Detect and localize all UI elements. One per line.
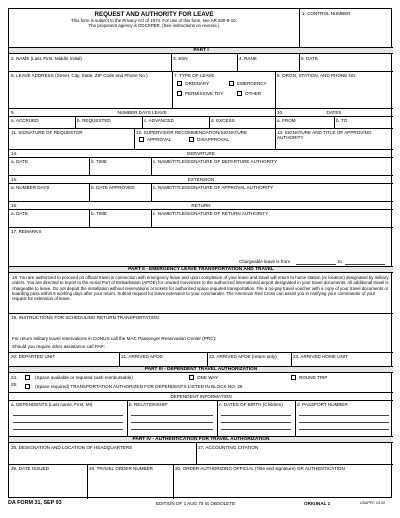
- approving-authority-label: 13. SIGNATURE AND TITLE OF APPROVING AUTHORITY: [277, 130, 372, 140]
- return-time-label: b. TIME: [91, 211, 107, 216]
- extension-authority-label: c. NAME/TITLE/SIGNATURE OF APPROVAL AUTHORITY: [153, 185, 274, 190]
- signature-requestor-field[interactable]: [9, 136, 133, 148]
- part-3-heading: PART III - DEPENDENT TRAVEL AUTHORIZATION: [9, 366, 393, 373]
- remarks-label: 17. REMARKS: [11, 229, 42, 234]
- permissive-tdy-checkbox[interactable]: [177, 91, 182, 96]
- signature-requestor-label: 11. SIGNATURE OF REQUESTOR: [11, 130, 83, 135]
- departure-date-label: a. DATE: [11, 159, 29, 164]
- orgn-field[interactable]: [276, 79, 392, 107]
- orgn-label: 8. ORGN, STATION, AND PHONE NO.: [277, 73, 357, 78]
- arrived-apod-label: 21. ARRIVED APOD: [121, 354, 163, 359]
- scheduling-instructions-label: 19. INSTRUCTIONS FOR SCHEDULING RETURN TRANSPORTATION:: [11, 315, 160, 320]
- item-10-label: 10.: [277, 110, 284, 115]
- rank-label: 4. RANK: [239, 56, 257, 61]
- item-24-label: 24.: [11, 375, 18, 380]
- designation-label: 26. DESIGNATION AND LOCATION OF HEADQUARTERS: [11, 445, 133, 450]
- approval-checkbox[interactable]: [139, 137, 144, 142]
- accrued-label: a. ACCRUED: [11, 118, 39, 123]
- travel-order-label: 29. TRAVEL ORDER NUMBER: [89, 466, 153, 471]
- excess-label: d. EXCESS: [211, 118, 235, 123]
- departure-label: DEPARTURE: [187, 151, 215, 156]
- arrived-home-label: 23. ARRIVED HOME UNIT: [293, 354, 348, 359]
- space-available-checkbox[interactable]: [25, 375, 30, 380]
- control-number-field[interactable]: [300, 17, 392, 45]
- date-issued-label: 28. DATE ISSUED: [11, 466, 49, 471]
- from-label: a. FROM: [277, 118, 296, 123]
- requested-label: b. REQUESTED: [77, 118, 111, 123]
- one-way-label: ONE WAY: [197, 375, 219, 380]
- item-15-label: 15.: [11, 177, 18, 182]
- disapproval-label: DISAPPROVAL: [197, 137, 230, 142]
- part-1-heading: PART I: [9, 47, 393, 54]
- approval-label: APPROVAL: [147, 137, 172, 142]
- item-14-label: 14.: [11, 151, 18, 156]
- edition-notice: EDITION OF 1 AUG 75 IS OBSOLETE: [156, 501, 236, 506]
- form-footer: [8, 499, 392, 509]
- copy-designation: ORIGINAL 1: [304, 501, 331, 506]
- name-label: 2. NAME (Last, First, Middle Initial): [11, 56, 82, 61]
- part-4-heading: PART IV - AUTHENTICATION FOR TRAVEL AUTHORIZATION: [9, 436, 393, 443]
- emergency-leave-paragraph: 18. You are authorized to proceed on official travel in connection with emergency leave and upon completion of your leave and travel will return to home station (or location) designated by military orders. You are directed to report to the Aerial Port of Embarkation (APOE) for onward movement to the authorized international airport designated in your travel documents. All additional travel is chargeable to leave. Do not depart the installation without reservations or tickets for authorized space required transportation. File a no-pay travel voucher with a copy of your travel documents or boarding pass within 5 working days after your return. Submit request for leave extension to your commander. The American Red Cross can assist you in notifying your commander of your request for extension of leave.: [12, 275, 389, 302]
- departed-unit-label: 20. DEPARTED UNIT: [11, 354, 56, 359]
- leave-address-label: 6. LEAVE ADDRESS (Street, City, State, ZIP Code and Phone No.): [11, 73, 148, 78]
- extension-days-label: a. NUMBER DAYS: [11, 185, 50, 190]
- dates-label: DATES: [326, 110, 342, 115]
- item-9-label: 9.: [11, 110, 15, 115]
- part-2-heading: PART II - EMERGENCY LEAVE TRANSPORTATION AND TRAVEL: [9, 266, 393, 273]
- return-authority-label: c. NAME/TITLE/SIGNATURE OF RETURN AUTHORITY: [153, 211, 269, 216]
- item-25-label: 25.: [11, 382, 18, 387]
- number-days-leave-label: NUMBER DAYS LEAVE: [117, 110, 167, 115]
- other-checkbox[interactable]: [237, 91, 242, 96]
- ssn-field[interactable]: [172, 61, 236, 70]
- name-field[interactable]: [9, 61, 171, 70]
- departure-authority-label: c. NAME/TITLE/SIGNATURE OF DEPARTURE AUTHORITY: [153, 159, 278, 164]
- dates-of-birth-label: c. DATES OF BIRTH (Children): [219, 402, 283, 407]
- proponent-statement: The proponent agency is ODCSPER. (See instructions on reverse.): [88, 23, 220, 28]
- privacy-statement: This form is subject to the Privacy Act of 1974. For use of this form, see AR 600-8-10.: [71, 18, 237, 23]
- pap-assistance-text: Should you require other assistance call PAP:: [12, 344, 105, 349]
- ssn-label: 3. SSN: [173, 56, 188, 61]
- accounting-citation-field[interactable]: [197, 451, 392, 463]
- space-available-label: (Space available or required cash reimbursable): [35, 375, 133, 380]
- disapproval-checkbox[interactable]: [189, 137, 194, 142]
- emergency-label: EMERGENCY: [237, 81, 267, 86]
- round-trip-checkbox[interactable]: [291, 375, 296, 380]
- space-required-label: (Space required) TRANSPORTATION AUTHORIZED FOR DEPENDENTS LISTED IN BLOCK NO. 25: [35, 384, 243, 389]
- date-field[interactable]: [300, 61, 392, 70]
- emergency-checkbox[interactable]: [229, 81, 234, 86]
- other-label: OTHER: [245, 91, 262, 96]
- dependent-information-label: DEPENDENT INFORMATION: [170, 394, 232, 399]
- date-label: 5. DATE: [301, 56, 319, 61]
- form-id: DA FORM 31, SEP 93: [8, 500, 62, 506]
- form-title: REQUEST AND AUTHORITY FOR LEAVE: [94, 11, 214, 18]
- ordering-official-label: 30. ORDER AUTHORIZING OFFICIAL (Title and signature) OR AUTHENTICATION: [175, 466, 345, 471]
- accounting-citation-label: 27. ACCOUNTING CITATION: [198, 445, 259, 450]
- chargeable-from-label: Chargeable leave is from: [239, 259, 291, 264]
- round-trip-label: ROUND TRIP: [299, 375, 328, 380]
- remarks-field[interactable]: [9, 235, 393, 261]
- leave-request-form: [8, 8, 392, 498]
- extension-label: EXTENSION: [187, 177, 215, 182]
- one-way-checkbox[interactable]: [189, 375, 194, 380]
- advanced-label: c. ADVANCED: [144, 118, 174, 123]
- usappc-version: USAPPC V4.00: [360, 501, 386, 505]
- permissive-tdy-label: PERMISSIVE TDY: [185, 91, 224, 96]
- leave-address-field[interactable]: [9, 83, 171, 107]
- mac-reservation-text: For return military travel reservations in CONUS call the MAC Passenger Reservation Center (PRC):: [12, 336, 217, 341]
- arrived-apoe-label: 22. ARRIVED APOE (return only): [209, 354, 277, 359]
- ordinary-checkbox[interactable]: [177, 81, 182, 86]
- type-of-leave-label: 7. TYPE OF LEAVE: [174, 73, 215, 78]
- extension-approved-label: b. DATE APPROVED: [91, 185, 135, 190]
- ordering-official-field[interactable]: [174, 472, 392, 498]
- chargeable-to-label: to: [338, 259, 342, 264]
- passport-number-label: d. PASSPORT NUMBER: [297, 402, 348, 407]
- item-16-label: 16.: [11, 203, 18, 208]
- relationship-label: b. RELATIONSHIP: [129, 402, 168, 407]
- designation-field[interactable]: [9, 451, 195, 463]
- ordinary-label: ORDINARY: [185, 81, 210, 86]
- to-label: b. TO: [336, 118, 348, 123]
- space-required-checkbox[interactable]: [25, 384, 30, 389]
- rank-field[interactable]: [238, 61, 299, 70]
- dependents-label: a. DEPENDENTS (Last name, First, MI): [11, 402, 93, 407]
- return-date-label: a. DATE: [11, 211, 29, 216]
- control-number-label: 1. CONTROL NUMBER: [302, 11, 351, 16]
- supervisor-label: 12. SUPERVISOR RECOMMENDATION/SIGNATURE: [136, 130, 248, 135]
- return-label: RETURN: [191, 203, 211, 208]
- departure-time-label: b. TIME: [91, 159, 107, 164]
